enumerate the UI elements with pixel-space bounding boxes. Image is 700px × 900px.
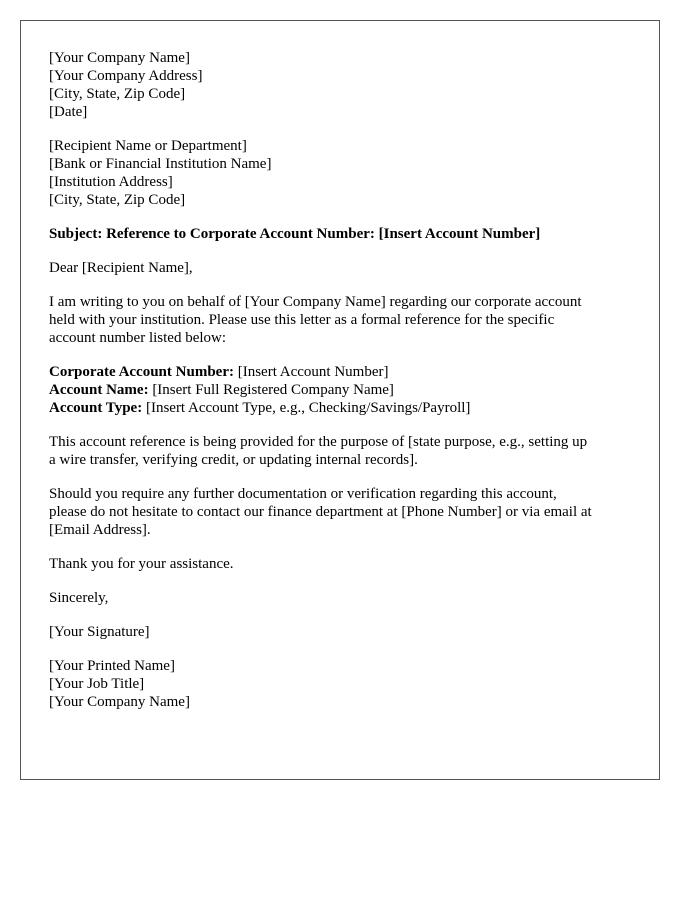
sender-city-state-zip: [City, State, Zip Code] (49, 86, 186, 102)
recipient-institution-address: [Institution Address] (49, 174, 173, 190)
contact-line: please do not hesitate to contact our finance department at [Phone Number] or via email at (49, 504, 592, 520)
account-type-row (49, 399, 639, 417)
purpose-paragraph (49, 433, 639, 469)
account-name-row (49, 381, 639, 399)
sender-block (49, 49, 639, 121)
account-number-value: [Insert Account Number] (233, 364, 389, 380)
account-type-label: Account Type: (49, 400, 143, 416)
contact-line: Should you require any further documentation or verification regarding this account, (49, 486, 557, 502)
sender-company-address: [Your Company Address] (49, 68, 203, 84)
intro-line: held with your institution. Please use this letter as a formal reference for the specific (49, 312, 555, 328)
account-type-value: [Insert Account Type, e.g., Checking/Savings/Payroll] (142, 400, 471, 416)
recipient-block (49, 137, 639, 209)
account-details (49, 363, 639, 417)
letter-frame (20, 20, 660, 780)
letter-body (49, 49, 639, 727)
contact-paragraph (49, 485, 639, 539)
recipient-name: [Recipient Name or Department] (49, 138, 247, 154)
salutation: Dear [Recipient Name], (49, 260, 193, 276)
recipient-city-state-zip: [City, State, Zip Code] (49, 192, 186, 208)
signer-job-title: [Your Job Title] (49, 676, 145, 692)
intro-line: account number listed below: (49, 330, 227, 346)
signature-placeholder: [Your Signature] (49, 624, 150, 640)
sign-off: Sincerely, (49, 590, 109, 606)
account-number-row (49, 363, 639, 381)
account-number-label: Corporate Account Number: (49, 364, 234, 380)
signer-block (49, 657, 639, 711)
purpose-line: This account reference is being provided for the purpose of [state purpose, e.g., setting up (49, 434, 588, 450)
thanks-line: Thank you for your assistance. (49, 556, 234, 572)
subject-line: Subject: Reference to Corporate Account Number: [Insert Account Number] (49, 226, 541, 242)
intro-paragraph (49, 293, 639, 347)
purpose-line: a wire transfer, verifying credit, or updating internal records]. (49, 452, 418, 468)
recipient-institution-name: [Bank or Financial Institution Name] (49, 156, 272, 172)
contact-line: [Email Address]. (49, 522, 151, 538)
intro-line: I am writing to you on behalf of [Your Company Name] regarding our corporate account (49, 294, 582, 310)
letter-date: [Date] (49, 104, 88, 120)
sender-company-name: [Your Company Name] (49, 50, 190, 66)
signer-printed-name: [Your Printed Name] (49, 658, 175, 674)
account-name-label: Account Name: (49, 382, 149, 398)
signer-company-name: [Your Company Name] (49, 694, 190, 710)
account-name-value: [Insert Full Registered Company Name] (148, 382, 394, 398)
